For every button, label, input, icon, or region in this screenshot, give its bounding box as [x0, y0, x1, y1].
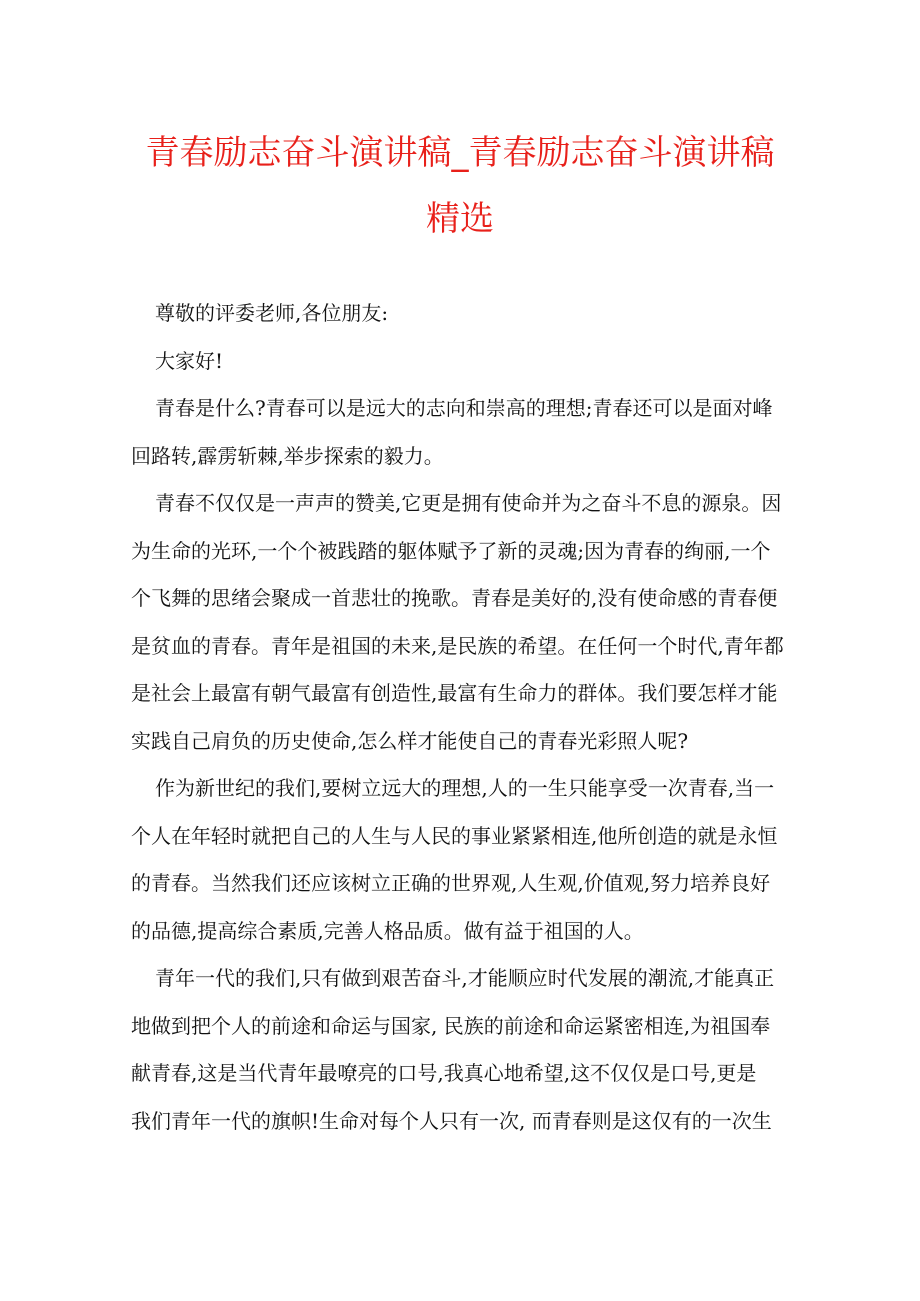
document-body — [131, 290, 795, 1145]
paragraph-line: 地做到把个人的前途和命运与国家, 民族的前途和命运紧密相连,为祖国奉 — [131, 1013, 771, 1038]
paragraph-line: 作为新世纪的我们,要树立远大的理想,人的一生只能享受一次青春,当一 — [155, 776, 775, 800]
paragraph-line: 献青春,这是当代青年最嘹亮的口号,我真心地希望,这不仅仅是口号,更是 — [131, 1061, 757, 1085]
paragraph-line: 我们青年一代的旗帜!生命对每个人只有一次, 而青春则是这仅有的一次生 — [131, 1108, 772, 1133]
title-line-1: 青春励志奋斗演讲稿_青春励志奋斗演讲稿 — [145, 133, 775, 173]
title-line-2: 精选 — [426, 199, 494, 239]
paragraph-line: 青春是什么?青春可以是远大的志向和崇高的理想;青春还可以是面对峰 — [155, 396, 773, 420]
paragraph-line: 青春不仅仅是一声声的赞美,它更是拥有使命并为之奋斗不息的源泉。因 — [155, 491, 782, 515]
paragraph-line: 个飞舞的思绪会聚成一首悲壮的挽歌。青春是美好的,没有使命感的青春便 — [131, 586, 778, 610]
document-title — [60, 120, 860, 252]
paragraph-line: 为生命的光环,一个个被践踏的躯体赋予了新的灵魂;因为青春的绚丽,一个 — [131, 538, 771, 563]
paragraph-hard-work — [131, 955, 795, 1145]
paragraph-what-is-youth — [131, 385, 795, 480]
paragraph-line: 是社会上最富有朝气最富有创造性,最富有生命力的群体。我们要怎样才能 — [131, 681, 778, 705]
paragraph-line: 回路转,霹雳斩棘,举步探索的毅力。 — [131, 443, 444, 468]
paragraph-line: 青年一代的我们,只有做到艰苦奋斗,才能顺应时代发展的潮流,才能真正 — [155, 966, 775, 990]
paragraph-new-century — [131, 765, 795, 955]
paragraph-line: 是贫血的青春。青年是祖国的未来,是民族的希望。在任何一个时代,青年都 — [131, 633, 784, 658]
paragraph-hello — [131, 338, 795, 386]
paragraph-line: 实践自己肩负的历史使命,怎么样才能使自己的青春光彩照人呢? — [131, 728, 689, 753]
paragraph-line: 大家好! — [155, 348, 224, 373]
paragraph-line: 尊敬的评委老师,各位朋友: — [155, 301, 389, 325]
paragraph-line: 个人在年轻时就把自己的人生与人民的事业紧紧相连,他所创造的就是永恒 — [131, 823, 778, 848]
paragraph-greeting — [131, 290, 795, 338]
paragraph-youth-mission — [131, 480, 795, 765]
paragraph-line: 的品德,提高综合素质,完善人格品质。做有益于祖国的人。 — [131, 918, 644, 943]
paragraph-line: 的青春。当然我们还应该树立正确的世界观,人生观,价值观,努力培养良好 — [131, 871, 771, 895]
